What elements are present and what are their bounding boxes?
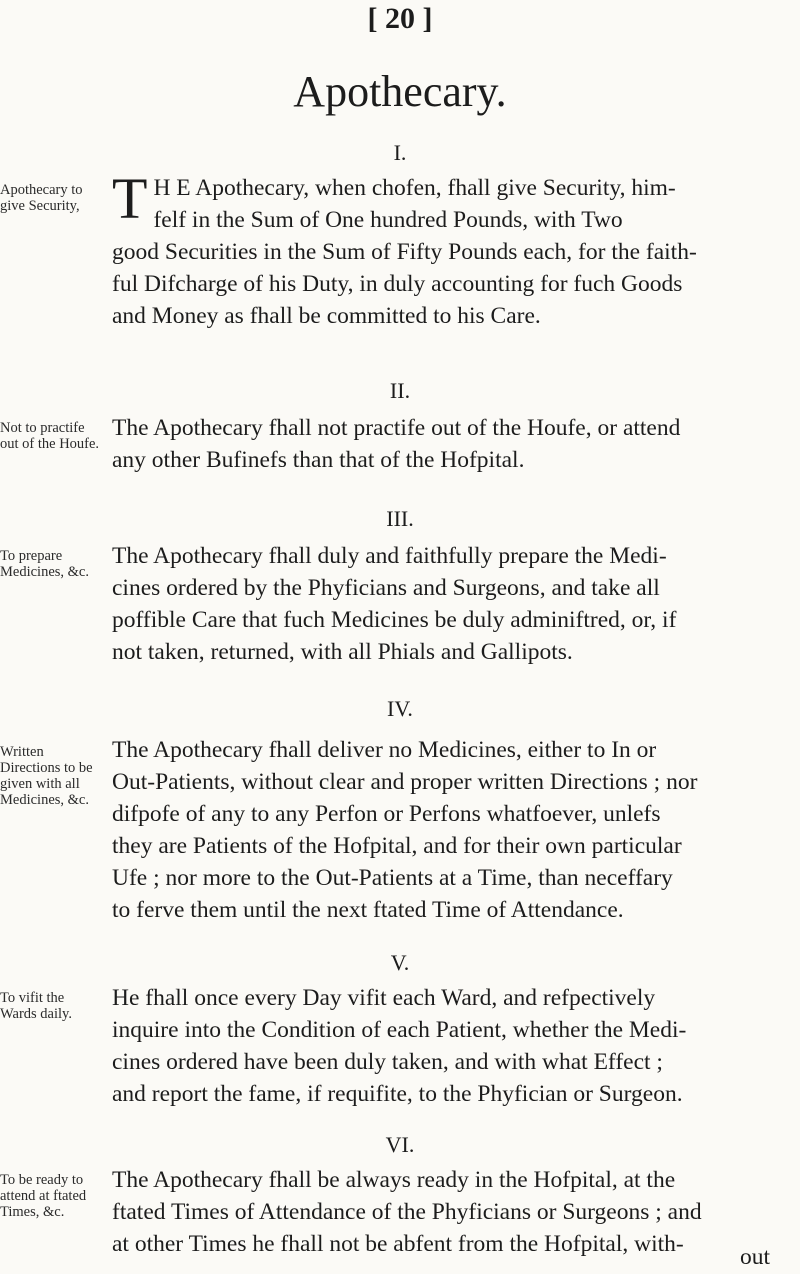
paragraph <box>112 166 782 332</box>
margin-note: To be ready to attend at ftated Times, &c. <box>0 1172 87 1220</box>
margin-note: Apothecary to give Security, <box>0 182 83 214</box>
section-number: V. <box>390 950 410 975</box>
text-line: inquire into the Condition of each Patient, whether the Medi- <box>112 1017 687 1043</box>
text-line: to ferve them until the next ftated Time of Attendance. <box>112 897 624 923</box>
margin-note: To prepare Medicines, &c. <box>0 548 89 580</box>
text-line: ftated Times of Attendance of the Phyficians or Surgeons ; and <box>112 1199 702 1225</box>
margin-note: To vifit the Wards daily. <box>0 990 72 1022</box>
page-number: [ 20 ] <box>367 2 433 35</box>
section-number: I. <box>393 140 407 165</box>
text-line: cines ordered by the Phyficians and Surgeons, and take all <box>112 575 660 601</box>
text-line: He fhall once every Day vifit each Ward, and refpectively <box>112 985 656 1011</box>
text-line: they are Patients of the Hofpital, and for their own particular <box>112 833 682 859</box>
text-line: not taken, returned, with all Phials and Gallipots. <box>112 639 573 665</box>
text-line: good Securities in the Sum of Fifty Pounds each, for the faith- <box>112 239 697 265</box>
catchword: out <box>740 1244 771 1270</box>
paragraph <box>112 540 782 668</box>
text-line: ful Difcharge of his Duty, in duly accounting for fuch Goods <box>112 271 683 297</box>
text-line: H E Apothecary, when chofen, fhall give Security, him- <box>153 175 676 201</box>
paragraph <box>112 412 782 476</box>
paragraph <box>112 1164 782 1260</box>
section-number: III. <box>386 506 414 531</box>
text-line: The Apothecary fhall not practife out of the Houfe, or attend <box>112 415 681 441</box>
section-number: VI. <box>385 1132 415 1157</box>
section-number: IV. <box>387 696 413 721</box>
text-line: poffible Care that fuch Medicines be duly adminiftred, or, if <box>112 607 677 633</box>
text-line: The Apothecary fhall be always ready in the Hofpital, at the <box>112 1167 676 1193</box>
text-line: and Money as fhall be committed to his Care. <box>112 303 541 329</box>
section-number: II. <box>389 378 411 403</box>
margin-note: Written Directions to be given with all Medicines, &c. <box>0 744 93 808</box>
paragraph <box>112 982 782 1110</box>
text-line: The Apothecary fhall deliver no Medicines, either to In or <box>112 737 657 763</box>
text-line: at other Times he fhall not be abfent from the Hofpital, with- <box>112 1231 684 1257</box>
margin-note: Not to practife out of the Houfe. <box>0 420 100 452</box>
text-line: and report the fame, if requifite, to the Phyfician or Surgeon. <box>112 1081 683 1107</box>
text-line: Ufe ; nor more to the Out-Patients at a Time, than neceffary <box>112 865 673 891</box>
text-line: Out-Patients, without clear and proper written Directions ; nor <box>112 769 698 795</box>
paragraph <box>112 734 782 926</box>
page-title: Apothecary. <box>293 67 507 116</box>
text-line: felf in the Sum of One hundred Pounds, with Two <box>153 207 623 233</box>
drop-cap: T <box>112 166 148 231</box>
text-line: any other Bufinefs than that of the Hofpital. <box>112 447 525 473</box>
text-line: difpofe of any to any Perfon or Perfons whatfoever, unlefs <box>112 801 661 827</box>
text-line: The Apothecary fhall duly and faithfully prepare the Medi- <box>112 543 667 569</box>
text-line: cines ordered have been duly taken, and with what Effect ; <box>112 1049 663 1075</box>
